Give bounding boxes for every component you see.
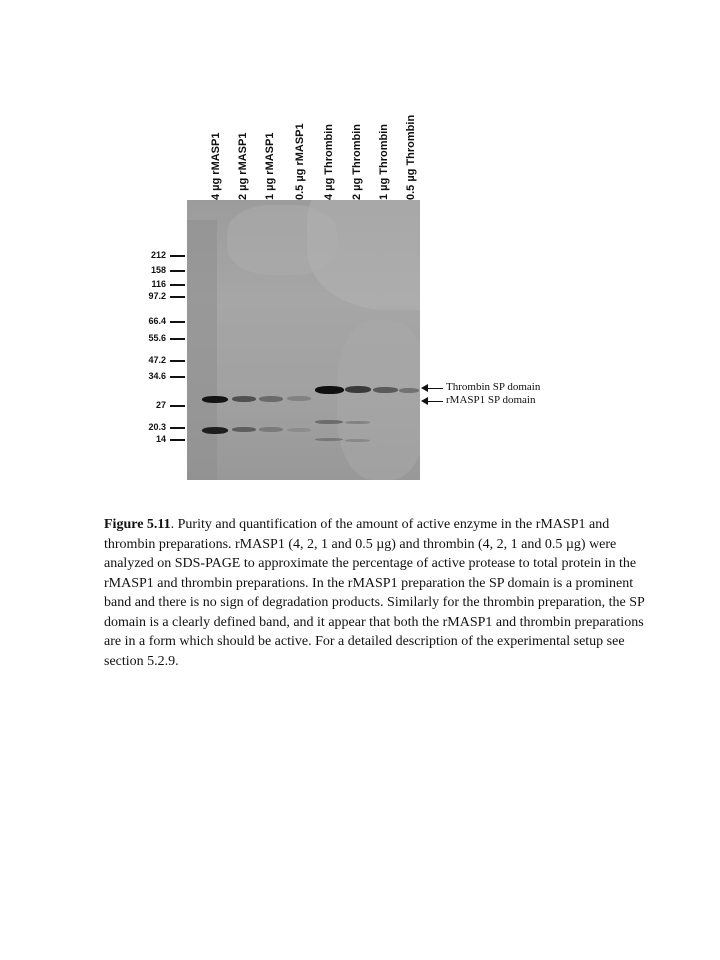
band-rmasp1-1ug-upper [259, 396, 283, 402]
band-rmasp1-2ug-lower [232, 427, 256, 432]
sds-page-gel [187, 200, 420, 480]
marker-label-47-2: 47.2 [148, 355, 166, 365]
marker-tick-212 [170, 255, 185, 257]
band-rmasp1-05ug-upper [287, 396, 311, 401]
thrombin-arrow-line [428, 388, 443, 389]
band-rmasp1-4ug-lower [202, 427, 228, 434]
marker-label-55-6: 55.6 [148, 333, 166, 343]
marker-label-14: 14 [155, 434, 166, 444]
band-thrombin-05ug [399, 388, 419, 393]
marker-label-20-3: 20.3 [148, 422, 166, 432]
marker-label-34-6: 34.6 [148, 371, 166, 381]
lane-label-2: 2 µg rMASP1 [237, 132, 249, 200]
marker-label-97-2: 97.2 [148, 291, 166, 301]
rmasp1-arrow-line [428, 401, 443, 402]
thrombin-arrow-icon [421, 384, 428, 392]
marker-tick-66-4 [170, 321, 185, 323]
lane-label-3: 1 µg rMASP1 [264, 132, 276, 200]
rmasp1-arrow-icon [421, 397, 428, 405]
lane-label-5: 4 µg Thrombin [323, 123, 335, 200]
marker-tick-158 [170, 270, 185, 272]
marker-tick-14 [170, 439, 185, 441]
lane-label-4: 0.5 µg rMASP1 [294, 123, 306, 200]
band-thrombin-4ug [315, 386, 344, 394]
thrombin-domain-label: Thrombin SP domain [446, 381, 541, 393]
marker-tick-97-2 [170, 296, 185, 298]
lane-label-7: 1 µg Thrombin [378, 123, 390, 200]
band-rmasp1-05ug-lower [287, 428, 311, 432]
marker-tick-27 [170, 405, 185, 407]
figure-caption [104, 515, 649, 671]
band-thrombin-4ug-faint-lower [315, 438, 343, 441]
band-rmasp1-1ug-lower [259, 427, 283, 432]
band-thrombin-4ug-faint [315, 420, 343, 424]
gel-dark-patch [187, 220, 217, 480]
band-rmasp1-4ug-upper [202, 396, 228, 403]
band-thrombin-2ug [345, 386, 371, 393]
marker-label-66-4: 66.4 [148, 316, 166, 326]
figure-caption-text: . Purity and quantification of the amount of active enzyme in the rMASP1 and thrombin preparations. rMASP1 (4, 2, 1 and 0.5 µg) and thrombin (4, 2, 1 and 0.5 µg) were analyzed on SDS-PAGE to approximate the percentage of active protease to total protein in the rMASP1 and thrombin preparations. In the rMASP1 preparation the SP domain is a prominent band and there is no sign of degradation products. Similarly for the thrombin preparation, the SP domain is a clearly defined band, and it appear that both the rMASP1 and thrombin preparations are in a form which should be active. For a detailed description of the experimental setup see section 5.2.9. [104, 517, 645, 669]
band-thrombin-1ug [373, 387, 398, 393]
marker-label-27: 27 [155, 400, 166, 410]
gel-light-patch [227, 205, 337, 275]
lane-label-6: 2 µg Thrombin [351, 123, 363, 200]
marker-label-212: 212 [150, 250, 166, 260]
lane-label-8: 0.5 µg Thrombin [405, 114, 417, 200]
figure-label: Figure 5.11 [104, 517, 171, 532]
marker-label-158: 158 [150, 265, 166, 275]
marker-tick-116 [170, 284, 185, 286]
marker-tick-20-3 [170, 427, 185, 429]
marker-label-116: 116 [151, 279, 166, 289]
band-rmasp1-2ug-upper [232, 396, 256, 402]
rmasp1-domain-label: rMASP1 SP domain [446, 394, 536, 406]
band-thrombin-2ug-faint [345, 421, 370, 424]
marker-tick-47-2 [170, 360, 185, 362]
marker-tick-34-6 [170, 376, 185, 378]
gel-light-patch [337, 320, 420, 480]
marker-tick-55-6 [170, 338, 185, 340]
band-thrombin-2ug-faint-lower [345, 439, 370, 442]
lane-label-1: 4 µg rMASP1 [210, 132, 222, 200]
